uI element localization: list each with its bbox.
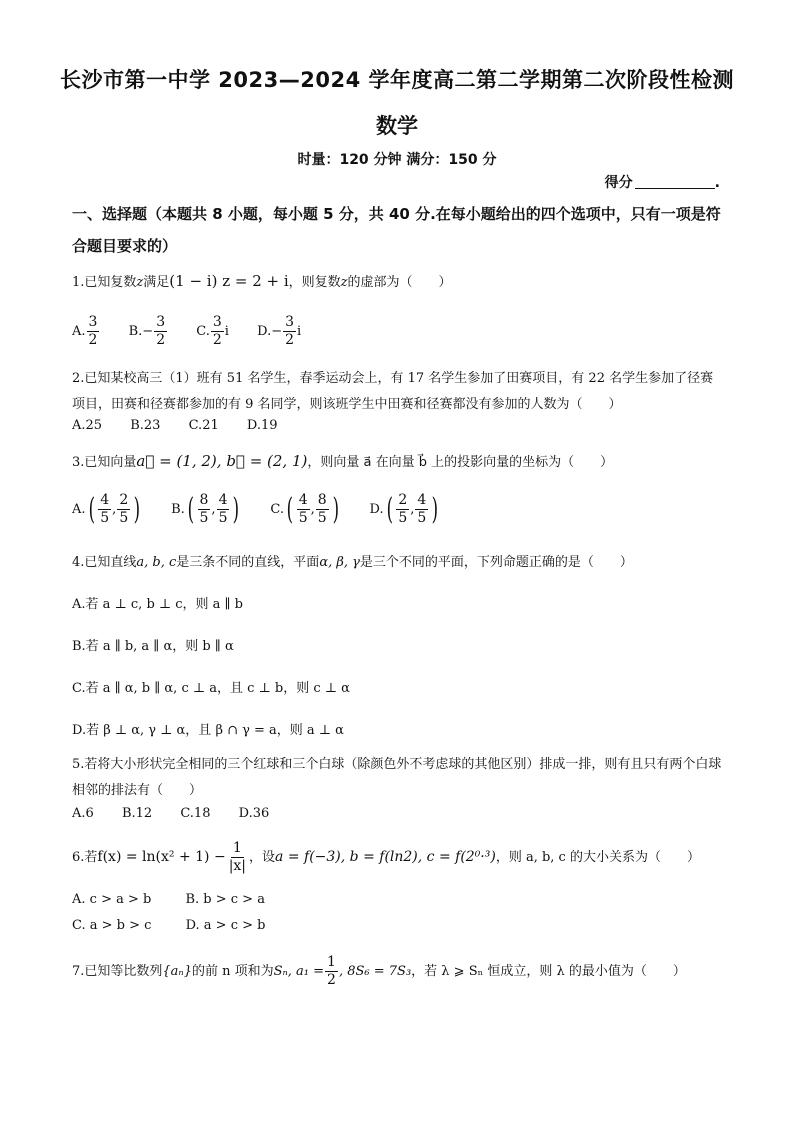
option-d[interactable]: D.( $\frac{2}{5}$ , $\frac{4}{5}$ ): [369, 491, 439, 527]
option-a[interactable]: A.6: [72, 806, 94, 821]
question-6-options-row2: [72, 918, 289, 933]
option-c[interactable]: C.( $\frac{4}{5}$ , $\frac{8}{5}$ ): [270, 491, 339, 527]
score-end: .: [714, 175, 720, 191]
option-a[interactable]: A. c > a > b: [72, 892, 152, 907]
q6-definitions: a = f(−3), b = f(ln2), c = f(2⁰·³): [275, 849, 496, 865]
question-4: 4.已知直线a, b, c是三条不同的直线，平面α, β, γ是三个不同的平面，下列命题正确的是（ ）: [72, 555, 633, 570]
option-d[interactable]: D.若 β ⊥ α, γ ⊥ α，且 β ∩ γ = a，则 a ⊥ α: [72, 723, 344, 738]
option-d[interactable]: D. a > c > b: [185, 918, 266, 933]
question-5-options: [72, 806, 293, 821]
question-3-options: [72, 492, 465, 527]
question-6-options-row1: [72, 892, 289, 907]
exam-meta: 时量：120 分钟 满分：150 分: [297, 152, 497, 168]
option-d[interactable]: D.− $\frac{3}{2}$ i: [257, 314, 302, 348]
option-a[interactable]: A.( $\frac{4}{5}$ , $\frac{2}{5}$ ): [72, 491, 141, 527]
subject-title: 数学: [376, 114, 418, 138]
option-a[interactable]: A.若 a ⊥ c, b ⊥ c，则 a ∥ b: [72, 597, 244, 612]
option-c[interactable]: C.若 a ∥ α, b ∥ α, c ⊥ a，且 c ⊥ b，则 c ⊥ α: [72, 681, 350, 696]
exam-title: 长沙市第一中学 2023—2024 学年度高二第二学期第二次阶段性检测: [59, 68, 734, 92]
question-7: 7.已知等比数列{aₙ}的前 n 项和为Sₙ, a₁ = $\frac{1}{2}$ , 8S₆ = 7S₃，若 λ ⩾ Sₙ 恒成立，则 λ 的最小值为（ ）: [72, 954, 686, 988]
option-c[interactable]: C.21: [188, 418, 219, 433]
option-b[interactable]: B.12: [121, 806, 153, 821]
q1-equation: (1 − i) z = 2 + i: [169, 272, 289, 290]
option-c[interactable]: C. $\frac{3}{2}$ i: [196, 314, 229, 348]
score-field: [605, 172, 720, 192]
option-b[interactable]: B.23: [130, 418, 161, 433]
q6-function: f(x) = ln(x² + 1) −: [97, 849, 226, 865]
option-b[interactable]: B. b > c > a: [185, 892, 265, 907]
question-2-options: [72, 418, 302, 433]
score-blank[interactable]: [635, 174, 715, 189]
q3-vectors: a⃗ = (1, 2), b⃗ = (2, 1): [136, 452, 308, 470]
option-c[interactable]: C. a > b > c: [72, 918, 152, 933]
section-heading: 一、选择题（本题共 8 小题，每小题 5 分，共 40 分.在每小题给出的四个选项中，只有一项是符合题目要求的）: [72, 205, 721, 255]
option-b[interactable]: B.( $\frac{8}{5}$ , $\frac{4}{5}$ ): [171, 491, 240, 527]
option-b[interactable]: B.− $\frac{3}{2}$: [128, 314, 166, 348]
option-c[interactable]: C.18: [180, 806, 211, 821]
score-label: 得分: [604, 175, 633, 191]
question-2: 2.已知某校高三（1）班有 51 名学生，春季运动会上，有 17 名学生参加了田赛项目，有 22 名学生参加了径赛项目，田赛和径赛都参加的有 9 名同学，则该班学生中田赛和径赛都没有参加的人数为（ ）: [72, 371, 714, 412]
option-d[interactable]: D.19: [246, 418, 278, 433]
option-b[interactable]: B.若 a ∥ b, a ∥ α，则 b ∥ α: [72, 639, 234, 654]
question-1: 1.已知复数z满足(1 − i) z = 2 + i，则复数z的虚部为（ ）: [72, 272, 452, 290]
question-1-options: [72, 314, 325, 349]
question-6: 6.若f(x) = ln(x² + 1) − $\frac{1}{|x|}$ ，设a = f(−3), b = f(ln2), c = f(2⁰·³)，则 a, b, c 的大小关系为（ ）: [72, 840, 700, 874]
option-d[interactable]: D.36: [238, 806, 270, 821]
option-a[interactable]: A. $\frac{3}{2}$: [72, 314, 98, 348]
option-a[interactable]: A.25: [72, 418, 103, 433]
question-3: 3.已知向量a⃗ = (1, 2), b⃗ = (2, 1)，则向量 a⃗ 在向量 b⃗ 上的投影向量的坐标为（ ）: [72, 452, 614, 470]
question-5: 5.若将大小形状完全相同的三个红球和三个白球（除颜色外不考虑球的其他区别）排成一排，则有且只有两个白球相邻的排法有（ ）: [72, 757, 722, 798]
